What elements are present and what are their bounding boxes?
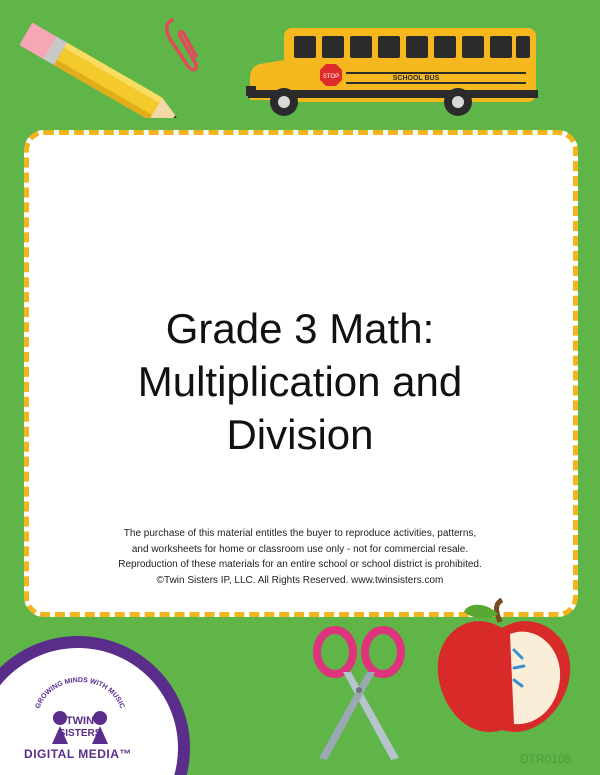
logo-tagline: DIGITAL MEDIA™ bbox=[24, 747, 132, 761]
twin-sisters-logo bbox=[30, 672, 130, 748]
product-code: DTR0106 bbox=[520, 752, 572, 766]
document-title bbox=[40, 302, 560, 461]
apple-illustration bbox=[430, 594, 580, 744]
paperclip-illustration bbox=[158, 14, 202, 78]
title-line: Division bbox=[226, 411, 374, 458]
logo-sisters-text: SISTERS bbox=[58, 728, 102, 739]
apple-stem bbox=[497, 600, 503, 622]
scissors-illustration bbox=[305, 622, 415, 762]
logo-arc-text: GROWING MINDS WITH MUSIC bbox=[34, 676, 126, 710]
apple-leaf bbox=[464, 605, 498, 619]
copyright-notice bbox=[40, 526, 560, 588]
legal-line: and worksheets for home or classroom use only - not for commercial resale. bbox=[131, 543, 469, 555]
pencil-body bbox=[54, 43, 162, 118]
stop-sign-label: STOP bbox=[322, 74, 340, 80]
logo-twin-text: TWIN bbox=[65, 715, 95, 727]
school-bus-illustration bbox=[246, 26, 540, 122]
title-line: Multiplication and bbox=[137, 358, 463, 405]
legal-line: ©Twin Sisters IP, LLC. All Rights Reserved. www.twinsisters.com bbox=[156, 574, 444, 586]
title-line: Grade 3 Math: bbox=[165, 305, 435, 352]
legal-line: Reproduction of these materials for an entire school or school district is prohibited. bbox=[118, 559, 482, 570]
bus-side-label: SCHOOL BUS bbox=[392, 75, 440, 82]
svg-text:GROWING MINDS WITH MUSIC bbox=[35, 677, 126, 710]
legal-line: The purchase of this material entitles the buyer to reproduce activities, patterns, bbox=[123, 528, 477, 539]
